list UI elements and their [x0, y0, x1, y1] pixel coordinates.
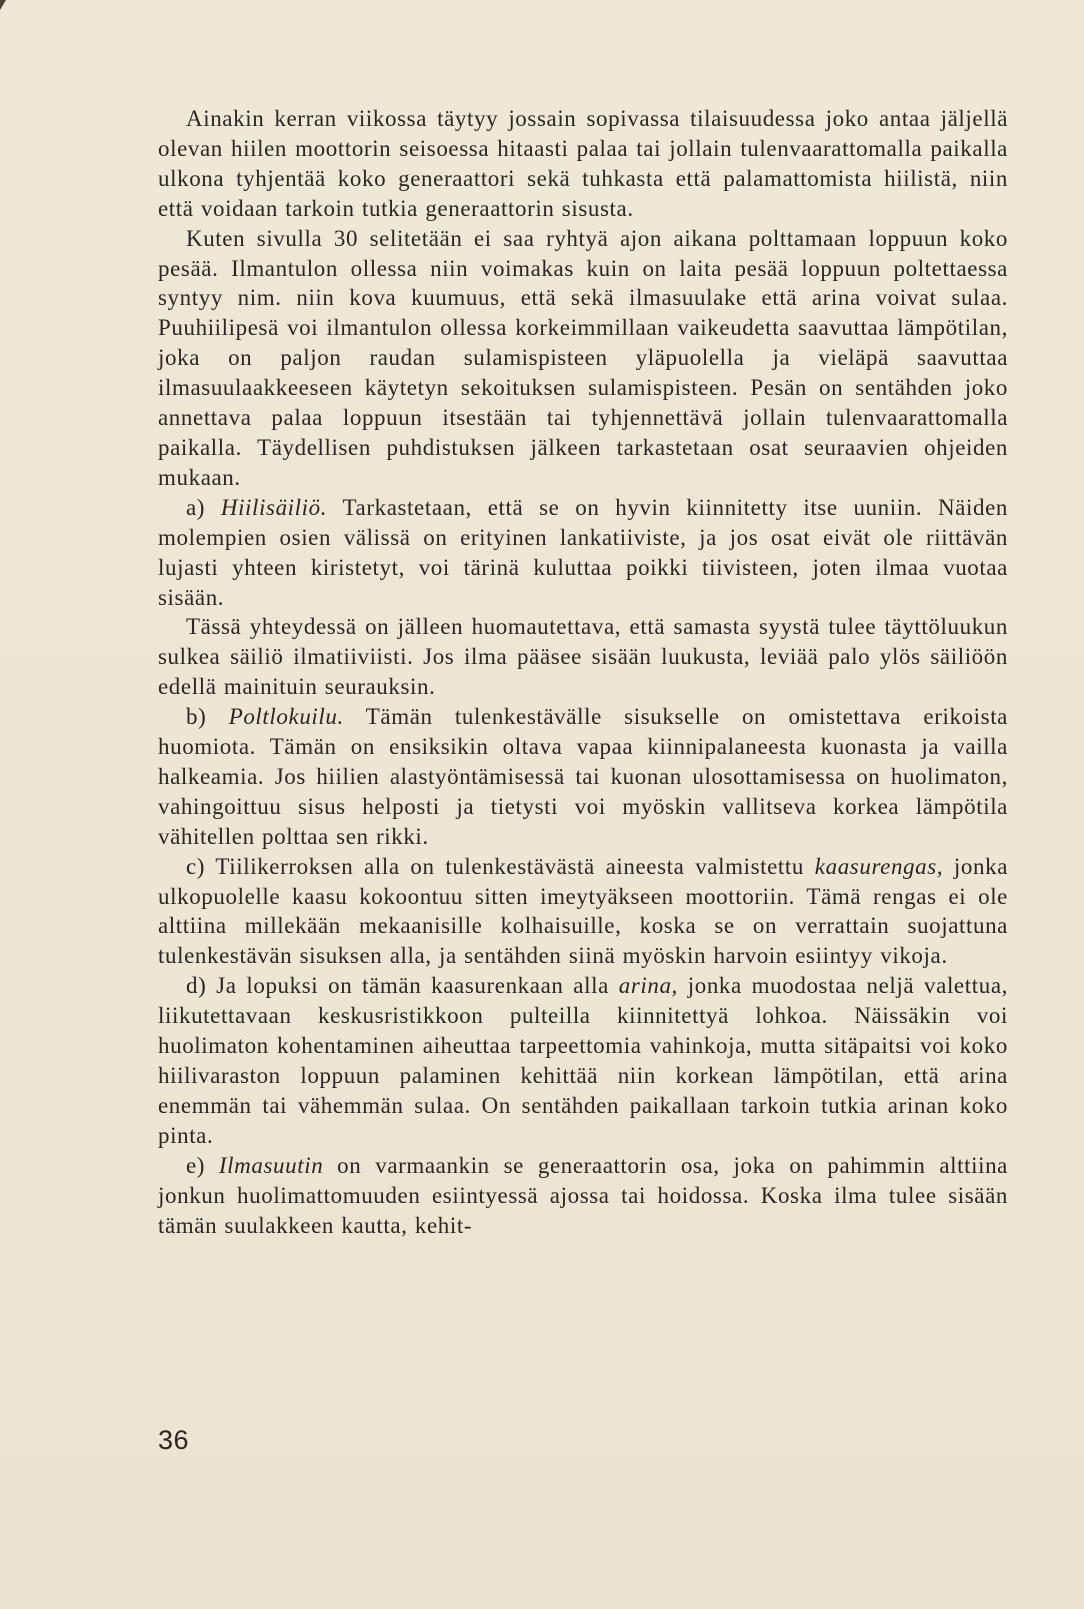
text-run: Kuten sivulla 30 selitetään ei saa ryhtyä ajon aikana polttamaan loppuun koko pesää. Ilmantulon ollessa niin voimakas kuin on laita pesää loppuun poltettaessa syntyy nim. niin kova kuumuus, että sekä ilmasuulake että arina voivat sulaa. Puuhiilipesä voi ilmantulon ollessa korkeimmillaan vaikeudetta saavuttaa lämpötilan, joka on paljon raudan sulamispisteen yläpuolella ja vieläpä saavuttaa ilmasuulaakkeeseen käytetyn sekoituksen sulamispisteen. Pesän on sentähden joko annettava palaa loppuun itsestään tai tyhjennettävä jollain tulenvaarattomalla paikalla. Täydellisen puhdistuksen jälkeen tarkastetaan osat seuraavien ohjeiden mukaan.: [158, 225, 1008, 490]
text-run: Ainakin kerran viikossa täytyy jossain sopivassa tilaisuudessa joko antaa jäljellä olevan hiilen moottorin seisoessa hitaasti palaa tai jollain tulenvaarattomalla paikalla ulkona tyhjentää koko generaattori sekä tuhkasta että palamattomista hiilistä, niin että voidaan tarkoin tutkia generaattorin sisusta.: [158, 106, 1008, 221]
italic-term: Poltlokuilu.: [228, 704, 344, 730]
paragraph-intro: [158, 104, 1008, 224]
text-run: jonka muodostaa neljä valettua, liikutettavaan keskusristikkoon pulteilla kiinnitettyä lohkoa. Näissäkin voi huolimaton kohentaminen aiheuttaa tarpeettomia vahinkoja, mutta sitäpaitsi voi koko hiilivaraston loppuun palaminen kehittää niin korkean lämpötilan, että arina enemmän tai vähemmän sulaa. On sentähden paikallaan tarkoin tutkia arinan koko pinta.: [158, 973, 1008, 1148]
text-run: jonka ulkopuolelle kaasu kokoontuu sitten imeytyäkseen moottoriin. Tämä rengas ei ole alttiina millekään mekaanisille kolhaisuille, koska se on verrattain suojattuna tulenkestävän sisuksen alla, ja sentähden siinä myöskin harvoin esiintyy vikoja.: [158, 853, 1009, 969]
paragraph-c-kaasurengas: [158, 852, 1008, 972]
text-run: e): [186, 1152, 219, 1178]
paragraph-sivu-30: [158, 224, 1008, 493]
italic-term: Hiilisäiliö.: [220, 494, 328, 520]
text-run: on varmaankin se generaattorin osa, joka on pahimmin alttiina jonkun huolimattomuuden esiintyessä ajossa tai hoidossa. Koska ilma tulee sisään tämän suulakkeen kautta, kehit-: [158, 1152, 1008, 1238]
page-number: 36: [158, 1425, 190, 1455]
paragraph-a-note: [158, 612, 1008, 702]
text-run: Tarkastetaan, että se on hyvin kiinnitetty itse uuniin. Näiden molempien osien välissä on erityinen lankatiiviste, ja jos osat eivät ole riittävän lujasti yhteen kiristetyt, voi tärinä kuluttaa poikki tiivisteen, joten ilmaa vuotaa sisään.: [158, 494, 1008, 610]
text-run: b): [186, 704, 229, 730]
text-run: Tämän tulenkestävälle sisukselle on omistettava erikoista huomiota. Tämän on ensiksikin oltava vapaa kiinnipalaneesta kuonasta ja vailla halkeamia. Jos hiilien alastyöntämisessä tai kuonan ulosottamisessa on huolimaton, vahingoittuu sisus helposti ja tietysti voi myöskin vallitseva korkea lämpötila vähitellen polttaa sen rikki.: [158, 704, 1008, 849]
text-run: d) Ja lopuksi on tämän kaasurenkaan alla: [186, 973, 619, 999]
paragraph-b-poltlokuilu: [158, 702, 1008, 852]
italic-term: kaasurengas,: [814, 853, 944, 879]
text-column: [158, 104, 1008, 1240]
paragraph-e-ilmasuutin: [158, 1151, 1008, 1241]
corner-mark: [0, 0, 6, 10]
italic-term: Ilmasuutin: [218, 1152, 324, 1178]
paragraph-d-arina: [158, 971, 1008, 1150]
text-run: c) Tiilikerroksen alla on tulenkestävästä aineesta valmistettu: [186, 853, 815, 879]
text-run: Tässä yhteydessä on jälleen huomautettava, että samasta syystä tulee täyttöluukun sulkea säiliö ilmatiiviisti. Jos ilma pääsee sisään luukusta, leviää palo ylös säiliöön edellä mainituin seurauksin.: [158, 614, 1008, 700]
text-run: a): [186, 494, 221, 520]
paragraph-a-hiilisailio: [158, 493, 1008, 613]
italic-term: arina,: [618, 973, 678, 999]
